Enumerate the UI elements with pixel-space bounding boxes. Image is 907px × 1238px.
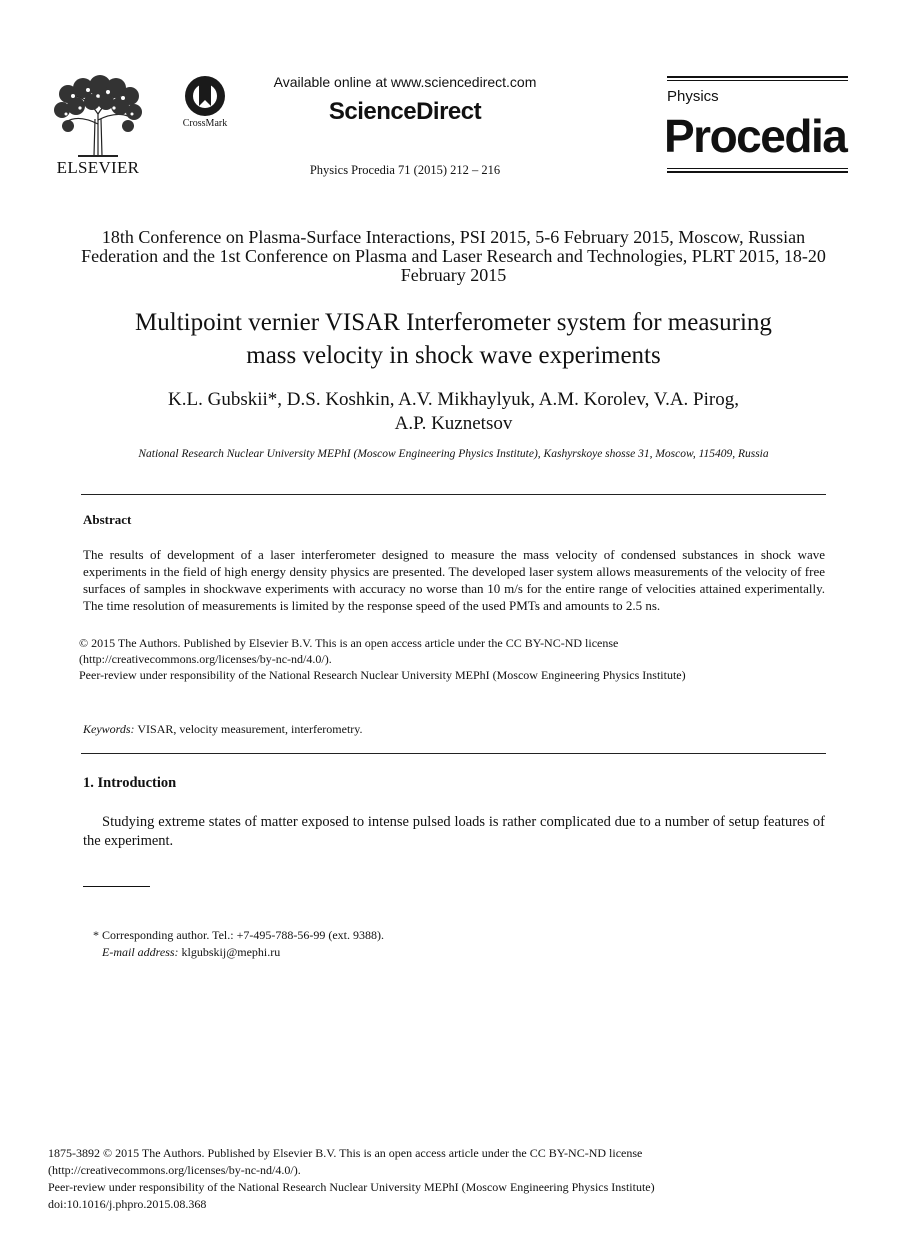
available-online-text[interactable]: Available online at www.sciencedirect.com	[273, 74, 537, 90]
conference-info: 18th Conference on Plasma-Surface Interactions, PSI 2015, 5-6 February 2015, Moscow, Russian Federation and the 1st Conference on Plasma and Laser Research and Technologies, PLRT 2015, 18-20 February 2015	[81, 227, 826, 285]
section-heading-introduction: 1. Introduction	[83, 775, 177, 791]
keywords-label: Keywords:	[83, 722, 135, 736]
copyright-notice	[79, 635, 825, 683]
journal-logo-rule	[667, 171, 848, 173]
author-line: A.P. Kuznetsov	[394, 413, 513, 434]
keywords	[83, 722, 363, 737]
email-address[interactable]: klgubskij@mephi.ru	[181, 945, 281, 959]
journal-logo-rule	[667, 76, 848, 78]
abstract-heading: Abstract	[83, 512, 132, 527]
divider	[81, 494, 826, 495]
divider	[81, 753, 826, 754]
email-label: E-mail address:	[102, 945, 179, 959]
author-line: K.L. Gubskii*, D.S. Koshkin, A.V. Mikhaylyuk, A.M. Korolev, V.A. Pirog,	[168, 389, 739, 410]
abstract-text: The results of development of a laser interferometer designed to measure the mass velocity of condensed substances in shock wave experiments in the field of high energy density physics are presented. The developed laser system allows measurements of the velocity of free surfaces of samples in shockwave experiments with accuracy no worse than 10 m/s for the entire range of velocities attained experimentally. The time resolution of measurements is limited by the response speed of the used PMTs and amounts to 2.5 ns.	[83, 547, 825, 613]
crossmark-label: CrossMark	[182, 118, 228, 129]
footnote-corresponding-author: * Corresponding author. Tel.: +7-495-788-56-99 (ext. 9388).	[93, 928, 384, 942]
footer-peer-review: Peer-review under responsibility of the National Research Nuclear University MEPhI (Moscow Engineering Physics Institute)	[48, 1180, 655, 1194]
copyright-line: © 2015 The Authors. Published by Elsevier B.V. This is an open access article under the CC BY-NC-ND license	[79, 636, 619, 650]
footer-license-link[interactable]: (http://creativecommons.org/licenses/by-nc-nd/4.0/).	[48, 1163, 301, 1177]
publisher-name: ELSEVIER	[56, 158, 140, 177]
page-footer	[48, 1145, 828, 1213]
peer-review-line: Peer-review under responsibility of the National Research Nuclear University MEPhI (Moscow Engineering Physics Institute)	[79, 668, 686, 682]
footer-doi[interactable]: doi:10.1016/j.phpro.2015.08.368	[48, 1197, 207, 1211]
license-link[interactable]: (http://creativecommons.org/licenses/by-nc-nd/4.0/).	[79, 652, 332, 666]
introduction-paragraph: Studying extreme states of matter exposed to intense pulsed loads is rather complicated due to a number of setup features of the experiment.	[83, 814, 825, 849]
affiliation: National Research Nuclear University MEPhI (Moscow Engineering Physics Institute), Kashyrskoye shosse 31, Moscow, 115409, Russia	[138, 448, 769, 460]
paper-title-line: Multipoint vernier VISAR Interferometer system for measuring	[135, 309, 772, 336]
footnote-rule	[83, 886, 150, 887]
paper-title	[60, 306, 847, 372]
author-list	[80, 388, 827, 436]
journal-reference: Physics Procedia 71 (2015) 212 – 216	[309, 163, 501, 177]
footnote-email	[102, 945, 280, 960]
footer-issn-line: 1875-3892 © 2015 The Authors. Published by Elsevier B.V. This is an open access article under the CC BY-NC-ND license	[48, 1146, 643, 1160]
sciencedirect-logo: ScienceDirect	[328, 98, 482, 125]
journal-logo-procedia: Procedia	[664, 110, 847, 162]
keywords-list: VISAR, velocity measurement, interferometry.	[137, 722, 363, 736]
paper-title-line: mass velocity in shock wave experiments	[246, 342, 661, 369]
journal-logo-rule	[667, 80, 848, 81]
journal-logo-physics: Physics	[667, 88, 719, 105]
journal-logo-rule	[667, 168, 848, 169]
